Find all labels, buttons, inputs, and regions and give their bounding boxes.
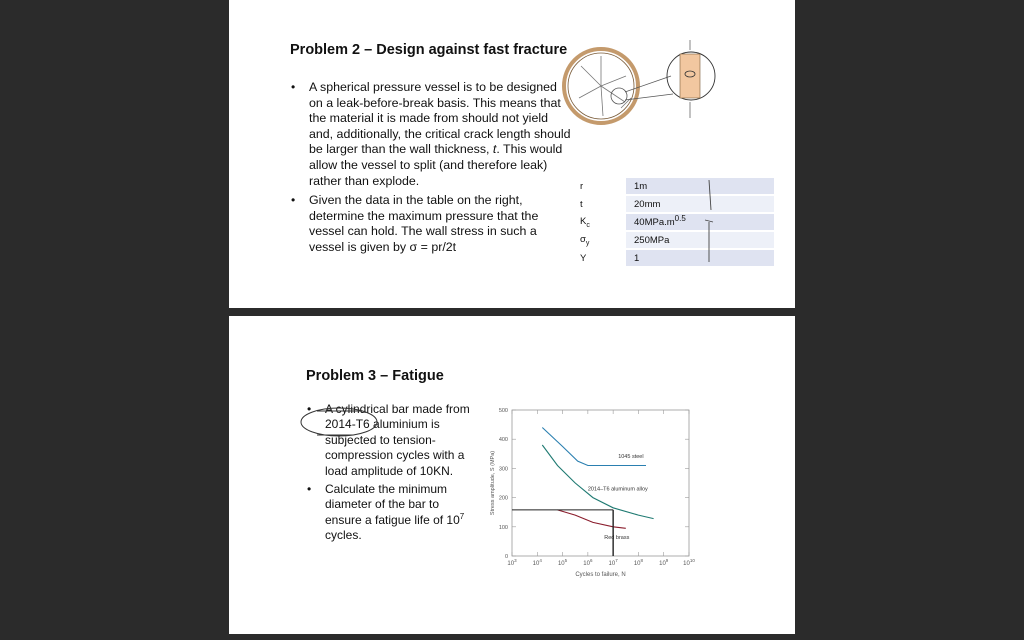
- plot-frame: [512, 410, 689, 556]
- table-row: [578, 196, 774, 212]
- problem-2-bullets: [291, 80, 573, 256]
- sn-curve-chart: [484, 404, 704, 590]
- x-tick-label: $10^4$: [532, 558, 542, 567]
- symbol-t: t: [578, 196, 626, 212]
- x-tick-label: $10^6$: [583, 558, 593, 567]
- x-axis-label: Cycles to failure, N: [575, 572, 626, 578]
- x-tick-label: $10^5$: [557, 558, 568, 567]
- slide-problem-3: [229, 316, 795, 634]
- x-tick-label: $10^{10}$: [683, 558, 695, 567]
- value-y: 1: [626, 250, 774, 266]
- table-row: [578, 232, 774, 248]
- table-row: [578, 214, 774, 230]
- series-line: [558, 510, 626, 528]
- table-row: [578, 250, 774, 266]
- handwritten-annotation: [295, 398, 405, 446]
- value-kc: $40MPa.m^{0.5}$: [626, 214, 774, 230]
- problem-2-title: Problem 2 – Design against fast fracture: [290, 42, 568, 58]
- y-tick-label: 300: [498, 466, 508, 473]
- y-tick-label: 400: [498, 437, 508, 444]
- series-annotation: 1045 steel: [618, 454, 644, 461]
- value-r: 1m: [626, 178, 774, 194]
- x-tick-label: $10^8$: [633, 558, 644, 567]
- material-data-table: [578, 176, 774, 268]
- x-tick-label: $10^3$: [507, 558, 517, 567]
- slide-problem-2: [229, 0, 795, 308]
- y-tick-label: 200: [498, 495, 508, 502]
- problem-3-bullet-1: • A cylindrical bar made from 2014-T6 aluminium is subjected to tension-compression cycles with a load amplitude of 10KN.: [307, 402, 475, 479]
- y-axis-label: Stress amplitude, S (MPa): [490, 450, 496, 516]
- problem-2-bullet-2: • Given the data in the table on the right, determine the maximum pressure that the vessel can hold. The wall stress in such a vessel is given by σ = pr/2t: [291, 193, 573, 255]
- problem-2-bullet-1: • A spherical pressure vessel is to be designed on a leak-before-break basis. This means that the material it is made from should not yield and, additionally, the critical crack length should be larger than the wall thickness, t. This would allow the vessel to split (and therefore leak) rather than explode.: [291, 80, 573, 189]
- y-tick-label: 500: [498, 408, 508, 414]
- symbol-kc: $K_c$: [578, 214, 626, 230]
- y-tick-label: 100: [498, 524, 508, 531]
- problem-3-title: Problem 3 – Fatigue: [306, 368, 444, 384]
- handwritten-marks: [699, 178, 729, 268]
- x-tick-label: $10^7$: [608, 558, 618, 567]
- problem-3-bullet-2: • Calculate the minimum diameter of the bar to ensure a fatigue life of $10^7$ cycles.: [307, 482, 475, 544]
- table-row: [578, 178, 774, 194]
- symbol-r: r: [578, 178, 626, 194]
- series-annotation: Red brass: [604, 535, 630, 542]
- value-t: 20mm: [626, 196, 774, 212]
- y-tick-label: 0: [504, 554, 508, 560]
- value-sigma-y: 250MPa: [626, 232, 774, 248]
- x-tick-label: $10^9$: [659, 558, 669, 567]
- series-annotation: 2014–T6 aluminum alloy: [587, 486, 648, 493]
- symbol-y: Y: [578, 250, 626, 266]
- pressure-vessel-diagram: [561, 36, 741, 136]
- symbol-sigma-y: $\sigma_y$: [578, 232, 626, 248]
